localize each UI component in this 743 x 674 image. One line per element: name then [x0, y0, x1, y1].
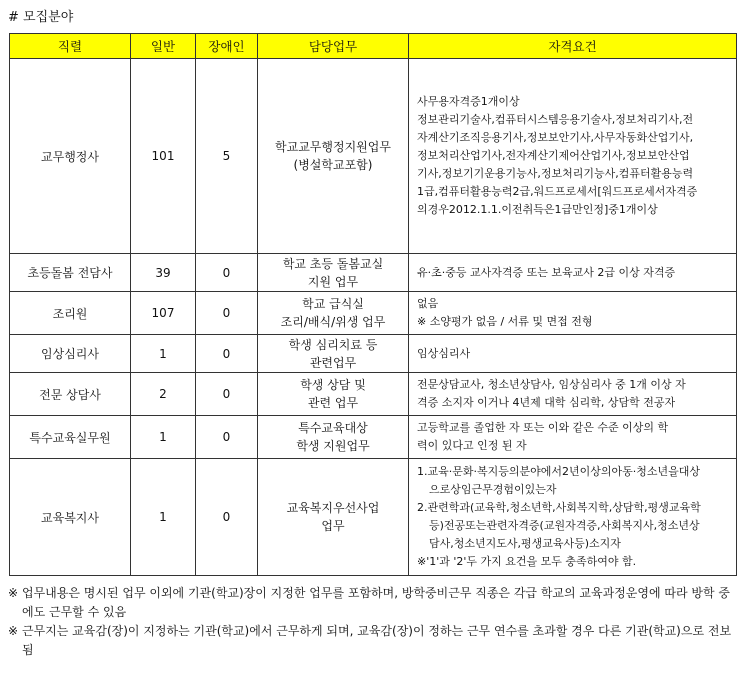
requirement-line: 사무용자격증1개이상	[417, 95, 520, 108]
requirements-cell	[409, 254, 737, 292]
general-count: 1	[131, 416, 196, 459]
duty-line: 조리/배식/위생 업무	[280, 315, 386, 329]
footnote	[8, 584, 736, 622]
header-general: 일반	[131, 34, 196, 59]
requirements-cell	[409, 416, 737, 459]
requirements-cell	[409, 335, 737, 373]
header-duty: 담당업무	[258, 34, 409, 59]
requirement-line: 고등학교를 졸업한 자 또는 이와 같은 수준 이상의 학	[417, 421, 669, 434]
duty-cell	[258, 459, 409, 576]
requirement-line: 1.교육·문화·복지등의분야에서2년이상의아동·청소년을대상	[417, 465, 701, 478]
duty-line: 업무	[321, 519, 345, 533]
requirement-line: 담사,청소년지도사,평생교육사등)소지자	[429, 537, 621, 550]
duty-cell	[258, 59, 409, 254]
duty-line: 학생 지원업무	[296, 439, 370, 453]
disabled-count: 5	[196, 59, 258, 254]
general-count: 1	[131, 459, 196, 576]
disabled-count: 0	[196, 292, 258, 335]
note-mark: ※	[8, 586, 19, 600]
duty-line: 관련 업무	[307, 396, 359, 410]
table-row	[10, 335, 737, 373]
disabled-count: 0	[196, 416, 258, 459]
header-requirements: 자격요건	[409, 34, 737, 59]
position-title: 전문 상담사	[10, 373, 131, 416]
recruitment-table	[9, 33, 737, 576]
requirement-line: 임상심리사	[417, 346, 471, 360]
requirement-line: 정보처리산업기사,전자계산기제어산업기사,정보보안산업	[417, 149, 690, 162]
requirement-line: 유·초·중등 교사자격증 또는 보육교사 2급 이상 자격증	[417, 265, 676, 279]
duty-line: 학생 심리치료 등	[288, 337, 378, 352]
duty-line: 교육복지우선사업	[286, 501, 380, 515]
duty-cell	[258, 373, 409, 416]
requirement-line: 의경우2012.1.1.이전취득은1급만인정]중1개이상	[417, 203, 658, 216]
requirement-line: 으로상임근무경험이있는자	[429, 483, 557, 496]
duty-line: 학교교무행정지원업무	[275, 140, 391, 154]
duty-line: 학교 급식실	[302, 297, 364, 311]
position-title: 초등돌봄 전담사	[10, 254, 131, 292]
position-title: 교육복지사	[10, 459, 131, 576]
note-text: 업무내용은 명시된 업무 이외에 기관(학교)장이 지정한 업무를 포함하며, 방학중비근무 직종은 각급 학교의 교육과정운영에 따라 방학 중에도 근무할 수 있음	[22, 586, 730, 619]
position-title: 임상심리사	[10, 335, 131, 373]
header-disabled: 장애인	[196, 34, 258, 59]
note-mark: ※	[8, 624, 19, 638]
general-count: 107	[131, 292, 196, 335]
position-title: 교무행정사	[10, 59, 131, 254]
requirement-line: 자계산기조직응용기사,정보보안기사,사무자동화산업기사,	[417, 131, 694, 144]
table-row	[10, 254, 737, 292]
requirements-cell	[409, 373, 737, 416]
duty-cell	[258, 254, 409, 292]
disabled-count: 0	[196, 459, 258, 576]
requirement-line: 2.관련학과(교육학,청소년학,사회복지학,상담학,평생교육학	[417, 501, 701, 514]
duty-cell	[258, 416, 409, 459]
duty-line: 지원 업무	[307, 274, 359, 289]
position-title: 조리원	[10, 292, 131, 335]
duty-line: 학생 상담 및	[300, 378, 366, 392]
duty-cell	[258, 292, 409, 335]
duty-line: (병설학교포함)	[293, 158, 373, 172]
requirement-line: 전문상담교사, 청소년상담사, 임상심리사 중 1개 이상 자	[417, 378, 686, 391]
section-heading: # 모집분야	[8, 10, 74, 25]
requirement-line: 1급,컴퓨터활용능력2급,워드프로세서[워드프로세서자격증	[417, 185, 698, 198]
requirements-cell	[409, 292, 737, 335]
table-row	[10, 292, 737, 335]
requirements-cell	[409, 59, 737, 254]
table-row	[10, 459, 737, 576]
general-count: 1	[131, 335, 196, 373]
requirement-line: 기사,정보기기운용기능사,정보처리기능사,컴퓨터활용능력	[417, 167, 694, 180]
duty-line: 학교 초등 돌봄교실	[282, 256, 384, 271]
requirements-cell	[409, 459, 737, 576]
requirement-line: 격증 소지자 이거나 4년제 대학 심리학, 상담학 전공자	[417, 396, 676, 409]
table-row	[10, 373, 737, 416]
general-count: 101	[131, 59, 196, 254]
requirement-line: 력이 있다고 인정 된 자	[417, 439, 527, 452]
footnotes	[8, 584, 736, 660]
header-position: 직렬	[10, 34, 131, 59]
footnote	[8, 622, 736, 660]
general-count: 2	[131, 373, 196, 416]
requirement-line: 등)전공또는관련자격증(교원자격증,사회복지사,청소년상	[429, 519, 700, 532]
disabled-count: 0	[196, 254, 258, 292]
duty-line: 관련업무	[309, 355, 357, 370]
disabled-count: 0	[196, 335, 258, 373]
position-title: 특수교육실무원	[10, 416, 131, 459]
disabled-count: 0	[196, 373, 258, 416]
requirement-line: 정보관리기술사,컴퓨터시스템응용기술사,정보처리기사,전	[417, 113, 694, 126]
requirement-line: 없음	[417, 297, 439, 310]
table-row	[10, 59, 737, 254]
general-count: 39	[131, 254, 196, 292]
duty-line: 특수교육대상	[298, 421, 368, 435]
requirement-line: ※ 소양평가 없음 / 서류 및 면접 전형	[417, 315, 593, 328]
note-text: 근무지는 교육감(장)이 지정하는 기관(학교)에서 근무하게 되며, 교육감(장)이 정하는 근무 연수를 초과할 경우 다른 기관(학교)으로 전보됨	[22, 624, 732, 657]
table-row	[10, 416, 737, 459]
requirement-line: ※'1'과 '2'두 가지 요건을 모두 충족하여야 함.	[417, 555, 637, 568]
duty-cell	[258, 335, 409, 373]
table-header-row	[10, 34, 737, 59]
